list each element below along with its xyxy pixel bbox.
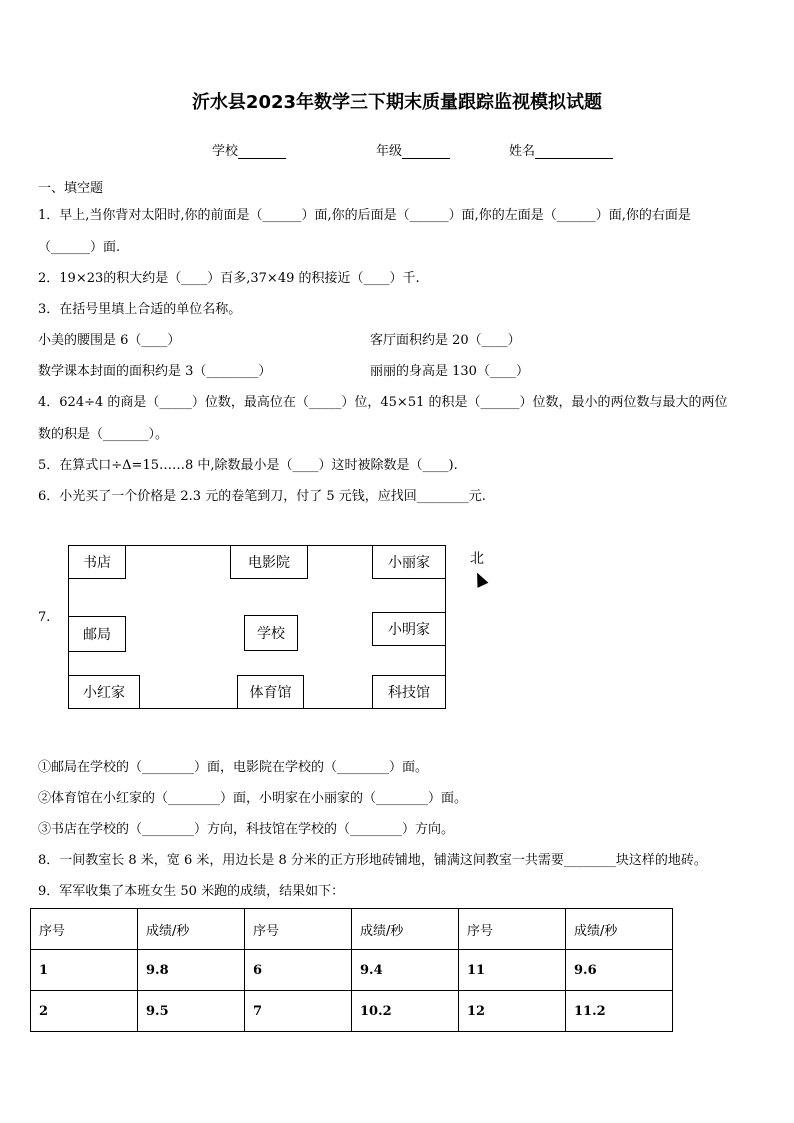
name-field xyxy=(509,140,613,159)
grade-blank[interactable] xyxy=(402,144,450,159)
grade-label: 年级 xyxy=(376,144,403,159)
name-blank[interactable] xyxy=(535,144,613,159)
map-place-xiaohong-home: 小红家 xyxy=(68,675,140,709)
map-place-xiaoming-home: 小明家 xyxy=(372,612,446,646)
table-cell: 12 xyxy=(459,991,566,1032)
map-place-school: 学校 xyxy=(244,615,298,651)
table-header-cell: 序号 xyxy=(31,909,138,950)
question-7-number: 7. xyxy=(38,610,51,625)
question-3: 3．在括号里填上合适的单位名称。 xyxy=(38,302,242,317)
table-cell: 1 xyxy=(31,950,138,991)
scores-table xyxy=(30,908,673,1032)
name-label: 姓名 xyxy=(509,144,536,159)
table-header-cell: 成绩/秒 xyxy=(352,909,459,950)
map-place-cinema: 电影院 xyxy=(230,545,308,579)
question-7-sub-3: ③书店在学校的（________）方向，科技馆在学校的（________）方向。 xyxy=(38,822,455,837)
question-7-sub-1: ①邮局在学校的（________）面，电影院在学校的（________）面。 xyxy=(38,760,429,775)
question-1-line-2: （______）面. xyxy=(38,240,121,255)
table-header-cell: 序号 xyxy=(245,909,352,950)
table-row xyxy=(31,991,673,1032)
table-header-cell: 成绩/秒 xyxy=(566,909,673,950)
map-place-bookstore: 书店 xyxy=(68,545,126,579)
question-1-line-1: 1．早上,当你背对太阳时,你的前面是（______）面,你的后面是（______）面,你的左面是（______）面,你的右面是 xyxy=(38,208,691,223)
question-2: 2．19×23的积大约是（____）百多,37×49 的积接近（____）千. xyxy=(38,271,420,286)
north-label: 北 xyxy=(470,551,484,567)
section-heading: 一、填空题 xyxy=(38,181,104,196)
table-cell: 9.6 xyxy=(566,950,673,991)
question-7-sub-2: ②体育馆在小红家的（________）面，小明家在小丽家的（________）面。 xyxy=(38,791,468,806)
table-cell: 11 xyxy=(459,950,566,991)
question-9: 9．军军收集了本班女生 50 米跑的成绩，结果如下： xyxy=(38,884,345,899)
table-cell: 6 xyxy=(245,950,352,991)
map-place-science-museum: 科技馆 xyxy=(372,675,446,709)
table-cell: 2 xyxy=(31,991,138,1032)
table-cell: 10.2 xyxy=(352,991,459,1032)
question-3-item-a: 小美的腰围是 6（____） xyxy=(38,333,181,348)
table-header-cell: 成绩/秒 xyxy=(138,909,245,950)
table-header-cell: 序号 xyxy=(459,909,566,950)
table-cell: 9.4 xyxy=(352,950,459,991)
grade-field xyxy=(376,140,450,159)
map-place-xiaoli-home: 小丽家 xyxy=(372,545,446,579)
map-place-gym: 体育馆 xyxy=(237,675,304,709)
table-cell: 9.8 xyxy=(138,950,245,991)
map-place-post-office: 邮局 xyxy=(68,616,126,652)
table-cell: 9.5 xyxy=(138,991,245,1032)
question-4-line-1: 4．624÷4 的商是（_____）位数，最高位在（_____）位，45×51 的积是（______）位数，最小的两位数与最大的两位 xyxy=(38,395,728,410)
question-3-item-b: 客厅面积约是 20（____） xyxy=(370,333,521,348)
school-blank[interactable] xyxy=(238,144,286,159)
question-6: 6．小光买了一个价格是 2.3 元的卷笔到刀，付了 5 元钱，应找回________元. xyxy=(38,489,486,504)
table-row xyxy=(31,950,673,991)
question-3-item-d: 丽丽的身高是 130（____） xyxy=(370,364,529,379)
question-4-line-2: 数的积是（_______）。 xyxy=(38,427,169,442)
table-cell: 7 xyxy=(245,991,352,1032)
question-5: 5．在算式口÷Δ=15……8 中,除数最小是（____）这时被除数是（____). xyxy=(38,458,458,473)
north-arrow-icon xyxy=(472,570,489,588)
table-header-row xyxy=(31,909,673,950)
table-cell: 11.2 xyxy=(566,991,673,1032)
question-8: 8．一间教室长 8 米，宽 6 米，用边长是 8 分米的正方形地砖铺地，铺满这间教室一共需要________块这样的地砖。 xyxy=(38,853,707,868)
school-field xyxy=(212,140,286,159)
school-label: 学校 xyxy=(212,144,239,159)
question-3-item-c: 数学课本封面的面积约是 3（________） xyxy=(38,364,272,379)
page-title: 沂水县2023年数学三下期末质量跟踪监视模拟试题 xyxy=(191,92,603,113)
